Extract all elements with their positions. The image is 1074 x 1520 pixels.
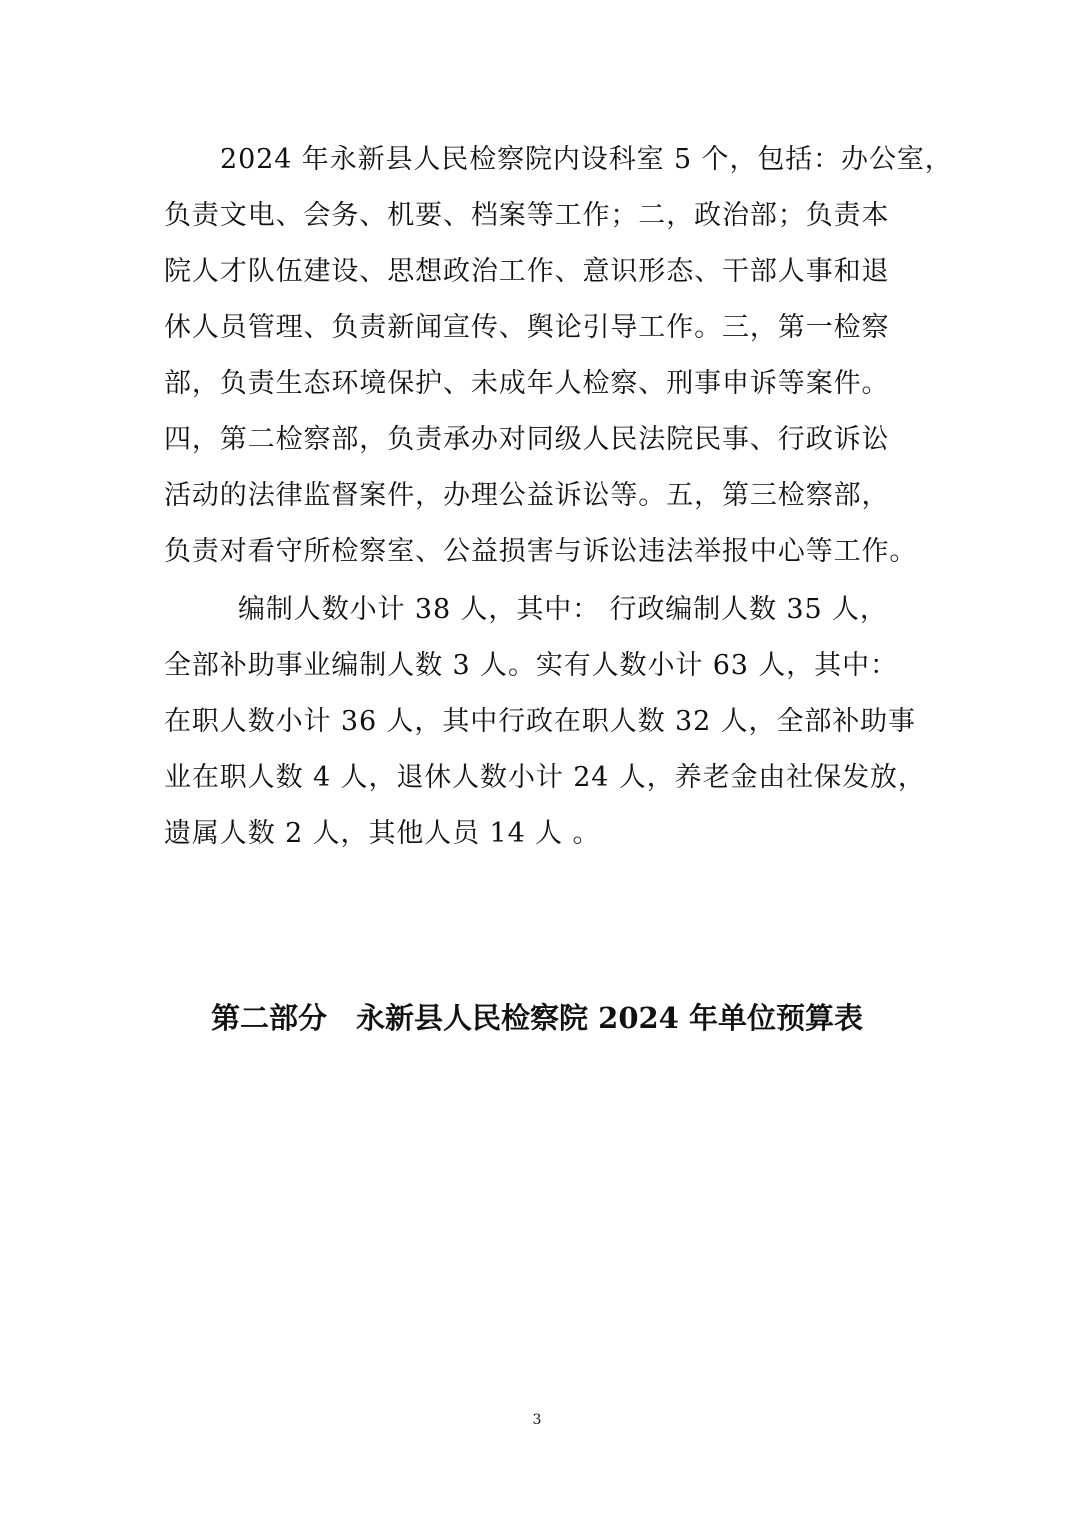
section-heading: 第二部分 永新县人民检察院 2024 年单位预算表	[211, 1001, 863, 1035]
text-line: 遗属人数 2 人，其他人员 14 人 。	[164, 818, 601, 849]
text-line: 全部补助事业编制人数 3 人。实有人数小计 63 人，其中：	[164, 650, 898, 681]
text-line: 在职人数小计 36 人，其中行政在职人数 32 人，全部补助事	[164, 706, 916, 737]
text-line: 四，第二检察部，负责承办对同级人民法院民事、行政诉讼	[164, 424, 890, 455]
text-line: 编制人数小计 38 人，其中： 行政编制人数 35 人，	[238, 594, 888, 625]
text-line: 休人员管理、负责新闻宣传、舆论引导工作。三，第一检察	[164, 312, 890, 343]
text-line: 负责对看守所检察室、公益损害与诉讼违法举报中心等工作。	[164, 536, 918, 567]
text-line: 负责文电、会务、机要、档案等工作；二，政治部；负责本	[164, 200, 890, 231]
text-line: 活动的法律监督案件，办理公益诉讼等。五，第三检察部，	[164, 480, 890, 511]
page-number: 3	[532, 1412, 542, 1428]
text-line: 2024 年永新县人民检察院内设科室 5 个，包括：办公室，	[220, 144, 953, 175]
text-line: 部，负责生态环境保护、未成年人检察、刑事申诉等案件。	[164, 368, 890, 399]
text-line: 业在职人数 4 人，退休人数小计 24 人，养老金由社保发放，	[164, 762, 926, 793]
text-line: 院人才队伍建设、思想政治工作、意识形态、干部人事和退	[164, 256, 890, 287]
